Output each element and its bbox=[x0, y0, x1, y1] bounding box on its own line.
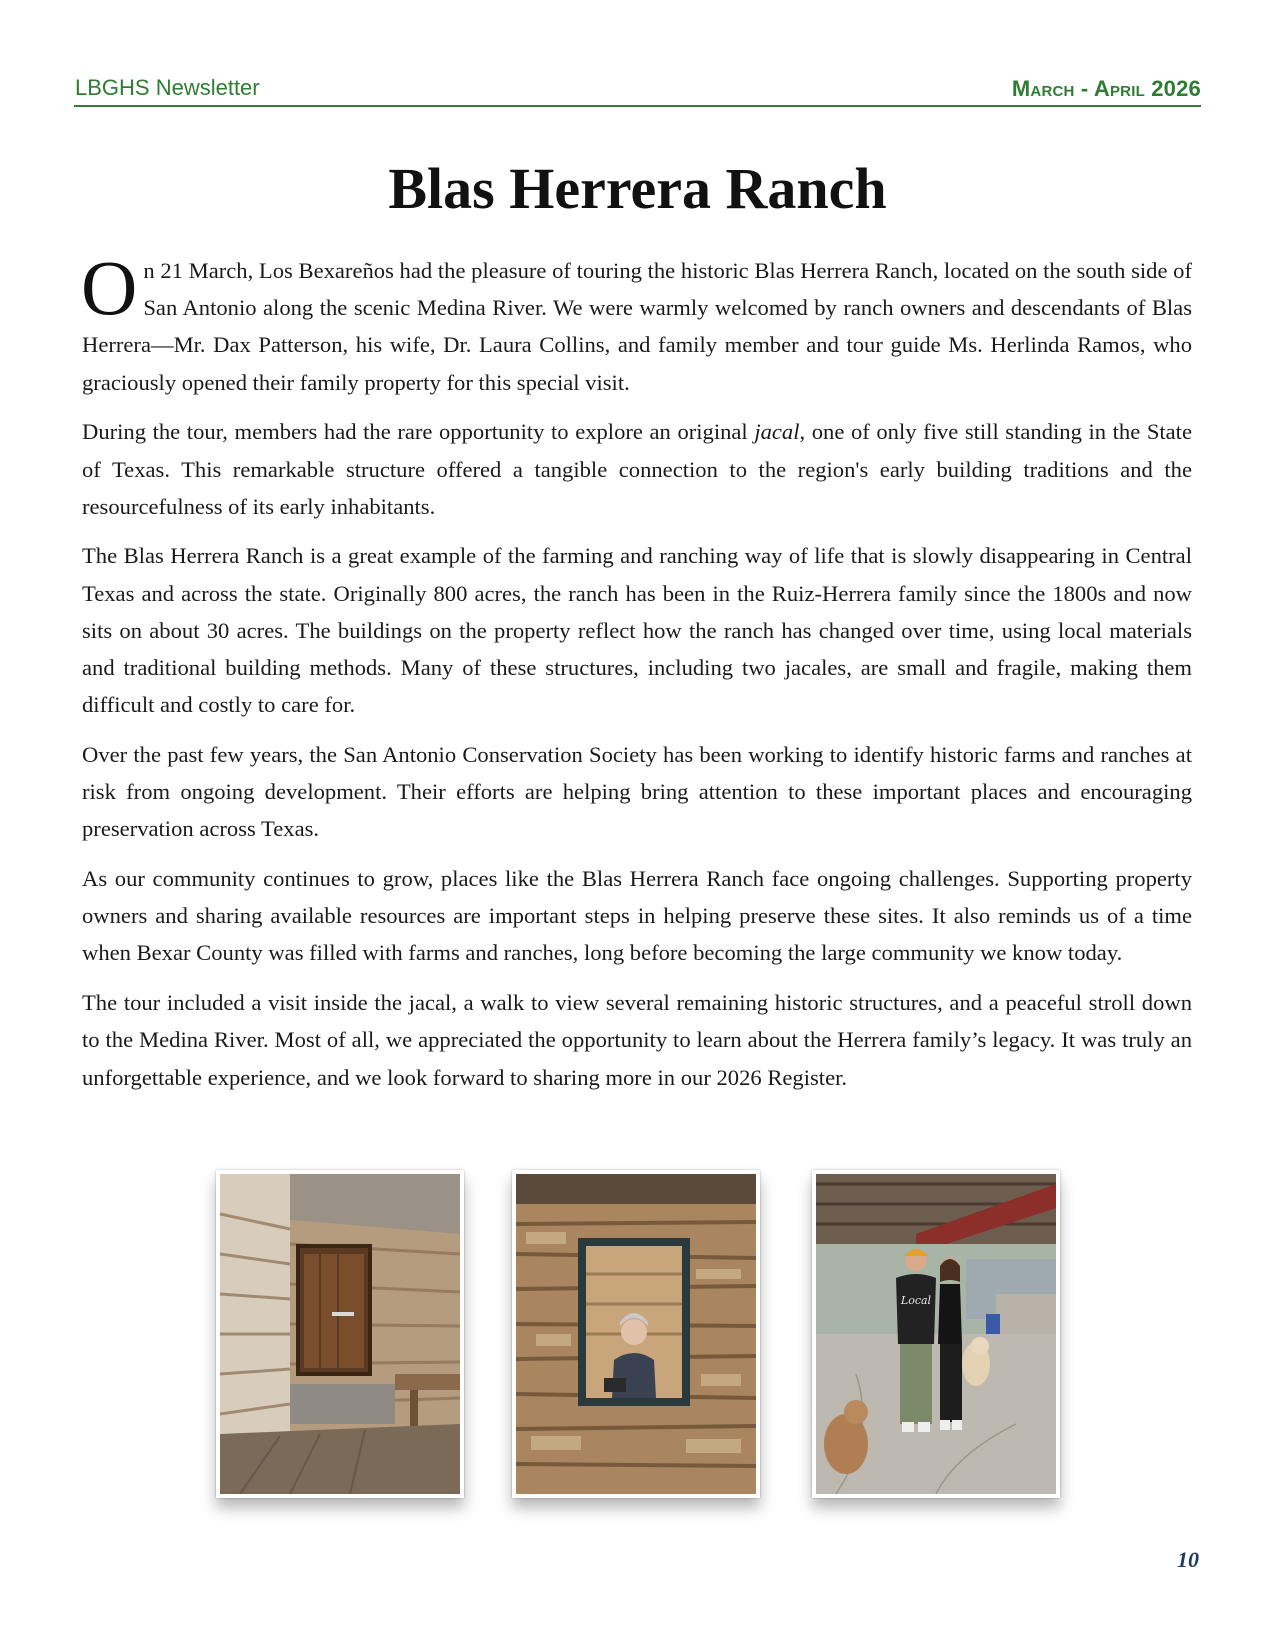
shirt-text: Local bbox=[900, 1294, 932, 1307]
paragraph-1 bbox=[81, 244, 1192, 401]
paragraph-4: Over the past few years, the San Antonio Conservation Society has been working to identify historic farms and ranches at risk from ongoing development. Their efforts are helping bring attention to these important places and encouraging preservation across Texas. bbox=[82, 741, 1192, 842]
newsletter-name: LBGHS Newsletter bbox=[75, 75, 260, 100]
photo-jacal-window bbox=[512, 1170, 760, 1498]
paragraph-2 bbox=[82, 413, 1192, 525]
page-number: 10 bbox=[1177, 1547, 1199, 1572]
paragraph-2-after: , one of only five still standing in the State of Texas. This remarkable structure offered a tangible connection to the region's early building traditions and the resourcefulness of its early inhabitants. bbox=[82, 419, 1192, 519]
paragraph-2-italic: jacal bbox=[754, 419, 800, 445]
photo-jacal-interior bbox=[216, 1170, 464, 1498]
paragraph-3: The Blas Herrera Ranch is a great example of the farming and ranching way of life that is slowly disappearing in Central Texas and across the state. Originally 800 acres, the ranch has been in the Ruiz-Herrera family since the 1800s and now sits on about 30 acres. The buildings on the property reflect how the ranch has changed over time, using local materials and traditional building methods. Many of these structures, including two jacales, are small and fragile, making them difficult and costly to care for. bbox=[82, 543, 1192, 718]
paragraph-5: As our community continues to grow, places like the Blas Herrera Ranch face ongoing challenges. Supporting property owners and sharing available resources are important steps in helping preserve these sites. It also reminds us of a time when Bexar County was filled with farms and ranches, long before becoming the large community we know today. bbox=[82, 866, 1192, 966]
photo-couple-with-dogs bbox=[812, 1170, 1060, 1498]
drop-cap: O bbox=[81, 244, 138, 331]
article-title: Blas Herrera Ranch bbox=[388, 156, 887, 221]
paragraph-1-text: n 21 March, Los Bexareños had the pleasure of touring the historic Blas Herrera Ranch, located on the south side of San Antonio along the scenic Medina River. We were warmly welcomed by ranch owners and descendants of Blas Herrera—Mr. Dax Patterson, his wife, Dr. Laura Collins, and family member and tour guide Ms. Herlinda Ramos, who graciously opened their family property for this special visit. bbox=[82, 258, 1192, 395]
issue-date: March - April 2026 bbox=[1011, 76, 1201, 101]
header-divider bbox=[74, 105, 1201, 107]
photo-strip bbox=[0, 1170, 1275, 1510]
article-body bbox=[81, 244, 1192, 1108]
paragraph-6: The tour included a visit inside the jacal, a walk to view several remaining historic structures, and a peaceful stroll down to the Medina River. Most of all, we appreciated the opportunity to learn about the Herrera family’s legacy. It was truly an unforgettable experience, and we look forward to sharing more in our 2026 Register. bbox=[82, 990, 1192, 1090]
paragraph-2-before: During the tour, members had the rare opportunity to explore an original bbox=[82, 419, 755, 445]
